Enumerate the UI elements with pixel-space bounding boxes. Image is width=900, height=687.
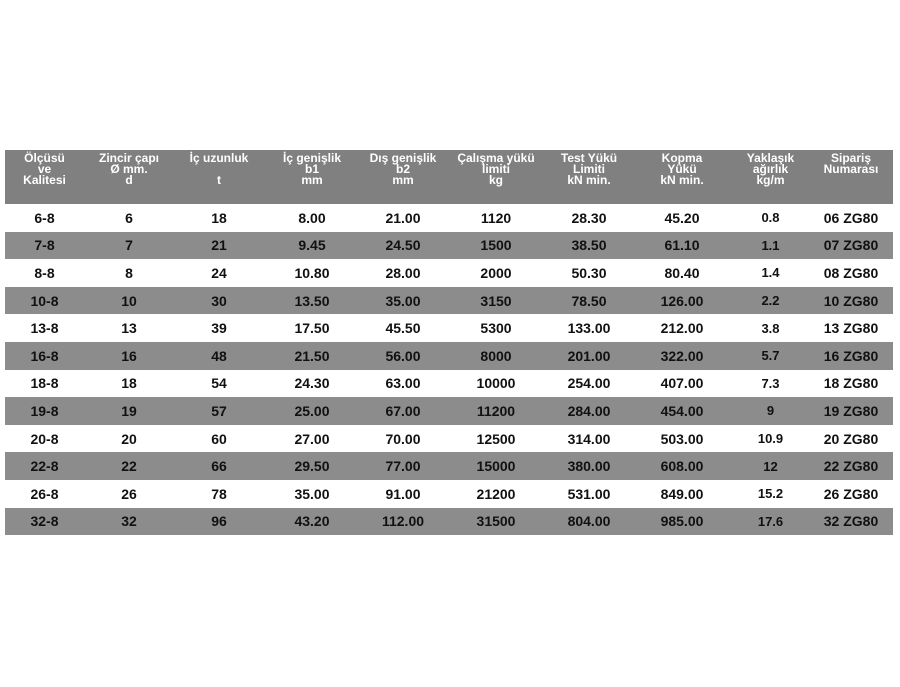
working-load-cell: 1120 [480,209,512,226]
test-load-cell: 78.50 [571,292,607,309]
breaking-load-cell: 849.00 [660,485,704,502]
chain-spec-table [5,150,893,535]
header-inner-length: İç uzunluk t [189,151,249,187]
breaking-load-cell: 407.00 [660,375,704,392]
weight-cell: 1.4 [761,265,780,281]
order-number-cell: 10 ZG80 [823,292,879,309]
inner-width-cell: 21.50 [294,347,330,364]
weight-cell: 15.2 [757,486,784,502]
table-row [5,370,893,398]
size-grade-cell: 26-8 [30,485,59,502]
outer-width-cell: 67.00 [385,402,421,419]
diameter-cell: 22 [121,458,137,475]
inner-width-cell: 35.00 [294,485,330,502]
inner-length-cell: 57 [211,402,227,419]
table-header [5,150,893,204]
outer-width-cell: 91.00 [385,485,421,502]
order-number-cell: 26 ZG80 [823,485,879,502]
order-number-cell: 07 ZG80 [823,237,879,254]
size-grade-cell: 10-8 [30,292,59,309]
header-chain-diameter: Zincir çapı Ø mm. d [98,151,160,187]
size-grade-cell: 8-8 [34,264,55,281]
order-number-cell: 18 ZG80 [823,375,879,392]
inner-length-cell: 24 [211,264,227,281]
table-row [5,314,893,342]
weight-cell: 5.7 [761,348,780,364]
header-size-grade: Ölçüsü ve Kalitesi [23,151,66,187]
order-number-cell: 06 ZG80 [823,209,879,226]
inner-length-cell: 48 [211,347,227,364]
inner-width-cell: 10.80 [294,264,330,281]
working-load-cell: 2000 [480,264,512,281]
test-load-cell: 314.00 [567,430,611,447]
breaking-load-cell: 126.00 [660,292,704,309]
inner-width-cell: 43.20 [294,513,330,530]
size-grade-cell: 6-8 [34,209,55,226]
order-number-cell: 16 ZG80 [823,347,879,364]
inner-width-cell: 27.00 [294,430,330,447]
inner-length-cell: 60 [211,430,227,447]
weight-cell: 9 [766,403,775,419]
weight-cell: 0.8 [761,210,780,226]
order-number-cell: 13 ZG80 [823,320,879,337]
diameter-cell: 32 [121,513,137,530]
table-row [5,480,893,508]
working-load-cell: 15000 [476,458,516,475]
weight-cell: 12 [763,458,778,474]
weight-cell: 17.6 [757,513,784,529]
table-row [5,204,893,232]
test-load-cell: 804.00 [567,513,611,530]
size-grade-cell: 32-8 [30,513,59,530]
size-grade-cell: 16-8 [30,347,59,364]
header-working-load-limit: Çalışma yükü limiti kg [457,151,535,187]
diameter-cell: 6 [125,209,133,226]
inner-width-cell: 17.50 [294,320,330,337]
header-inner-width: İç genişlik b1 mm [282,151,342,187]
inner-length-cell: 18 [211,209,227,226]
inner-length-cell: 30 [211,292,227,309]
inner-length-cell: 21 [211,237,227,254]
weight-cell: 10.9 [757,431,784,447]
test-load-cell: 531.00 [567,485,611,502]
size-grade-cell: 13-8 [30,320,59,337]
working-load-cell: 3150 [480,292,512,309]
test-load-cell: 38.50 [571,237,607,254]
weight-cell: 3.8 [761,320,780,336]
weight-cell: 7.3 [761,375,780,391]
diameter-cell: 16 [121,347,137,364]
outer-width-cell: 112.00 [381,513,425,530]
working-load-cell: 8000 [480,347,512,364]
working-load-cell: 21200 [476,485,516,502]
working-load-cell: 12500 [476,430,516,447]
breaking-load-cell: 454.00 [660,402,704,419]
diameter-cell: 8 [125,264,133,281]
outer-width-cell: 56.00 [385,347,421,364]
inner-width-cell: 24.30 [294,375,330,392]
diameter-cell: 20 [121,430,137,447]
inner-length-cell: 66 [211,458,227,475]
size-grade-cell: 22-8 [30,458,59,475]
order-number-cell: 20 ZG80 [823,430,879,447]
diameter-cell: 18 [121,375,137,392]
outer-width-cell: 24.50 [385,237,421,254]
breaking-load-cell: 322.00 [660,347,704,364]
header-approx-weight: Yaklaşık ağırlık kg/m [746,151,795,187]
order-number-cell: 22 ZG80 [823,458,879,475]
table-row [5,508,893,536]
inner-width-cell: 13.50 [294,292,330,309]
outer-width-cell: 70.00 [385,430,421,447]
working-load-cell: 5300 [480,320,512,337]
diameter-cell: 26 [121,485,137,502]
diameter-cell: 19 [121,402,137,419]
weight-cell: 1.1 [761,237,780,253]
test-load-cell: 380.00 [567,458,611,475]
order-number-cell: 08 ZG80 [823,264,879,281]
outer-width-cell: 63.00 [385,375,421,392]
table-body [5,204,893,535]
diameter-cell: 7 [125,237,133,254]
inner-width-cell: 9.45 [298,237,326,254]
outer-width-cell: 77.00 [385,458,421,475]
header-outer-width: Dış genişlik b2 mm [369,151,437,187]
size-grade-cell: 19-8 [30,402,59,419]
breaking-load-cell: 61.10 [664,237,700,254]
diameter-cell: 10 [121,292,137,309]
breaking-load-cell: 80.40 [664,264,700,281]
size-grade-cell: 18-8 [30,375,59,392]
breaking-load-cell: 503.00 [660,430,704,447]
size-grade-cell: 20-8 [30,430,59,447]
header-test-load-limit: Test Yükü Limiti kN min. [560,151,618,187]
inner-length-cell: 39 [211,320,227,337]
weight-cell: 2.2 [761,293,780,309]
test-load-cell: 50.30 [571,264,607,281]
breaking-load-cell: 608.00 [660,458,704,475]
inner-length-cell: 96 [211,513,227,530]
table-row [5,342,893,370]
order-number-cell: 19 ZG80 [823,402,879,419]
inner-width-cell: 29.50 [294,458,330,475]
table-row [5,232,893,260]
outer-width-cell: 21.00 [385,209,421,226]
table-row [5,259,893,287]
header-breaking-load: Kopma Yükü kN min. [660,151,704,187]
diameter-cell: 13 [121,320,137,337]
outer-width-cell: 45.50 [385,320,421,337]
table-row [5,452,893,480]
outer-width-cell: 35.00 [385,292,421,309]
outer-width-cell: 28.00 [385,264,421,281]
test-load-cell: 284.00 [567,402,611,419]
working-load-cell: 11200 [476,402,516,419]
size-grade-cell: 7-8 [34,237,55,254]
table-row [5,397,893,425]
inner-width-cell: 8.00 [298,209,326,226]
test-load-cell: 254.00 [567,375,611,392]
test-load-cell: 28.30 [571,209,607,226]
inner-width-cell: 25.00 [294,402,330,419]
table-row [5,287,893,315]
inner-length-cell: 78 [211,485,227,502]
breaking-load-cell: 985.00 [660,513,704,530]
table-row [5,425,893,453]
header-order-number: Sipariş Numarası [823,151,879,176]
inner-length-cell: 54 [211,375,227,392]
breaking-load-cell: 45.20 [664,209,700,226]
working-load-cell: 1500 [480,237,512,254]
working-load-cell: 10000 [476,375,516,392]
test-load-cell: 133.00 [567,320,611,337]
breaking-load-cell: 212.00 [660,320,704,337]
working-load-cell: 31500 [476,513,516,530]
test-load-cell: 201.00 [567,347,611,364]
order-number-cell: 32 ZG80 [823,513,879,530]
